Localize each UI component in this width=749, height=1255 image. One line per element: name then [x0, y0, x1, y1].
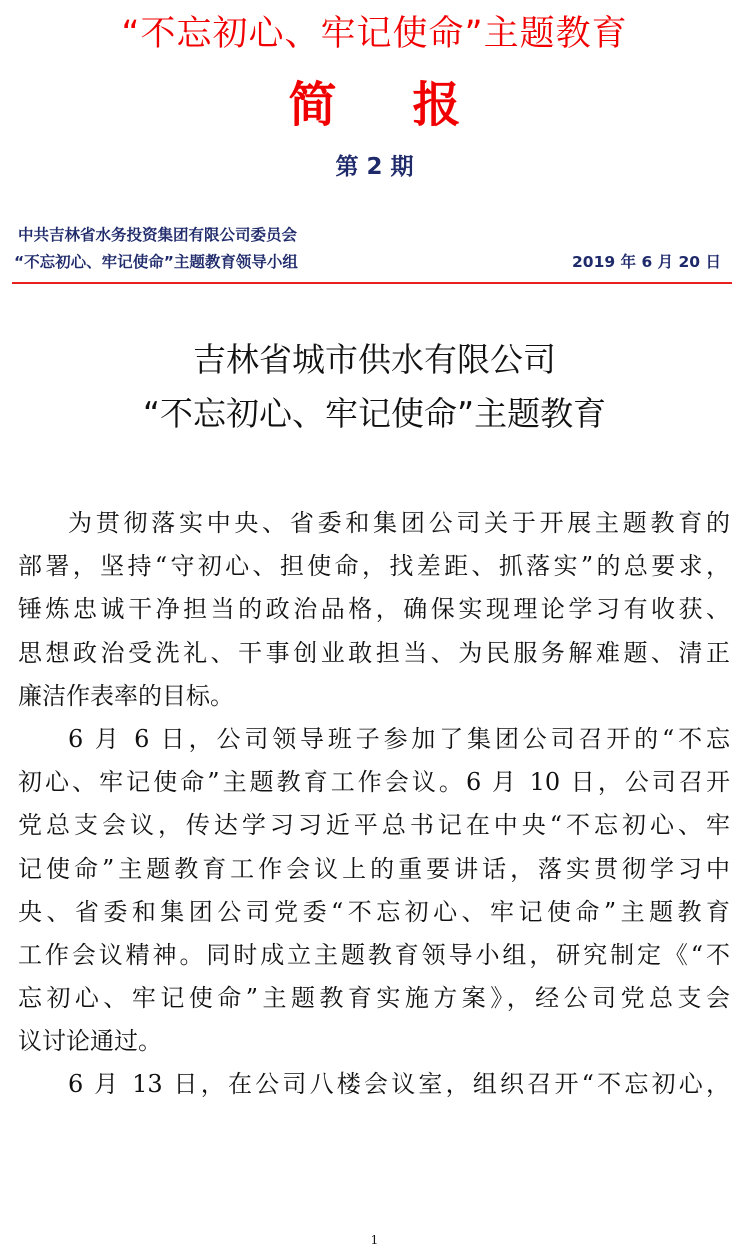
article-body — [18, 502, 730, 1107]
body-line: 党总支会议，传达学习习近平总书记在中央“不忘初心、牢 — [18, 811, 730, 840]
body-line: 议讨论通过。 — [18, 1027, 162, 1056]
body-line: 廉洁作表率的目标。 — [18, 681, 234, 710]
article-title-line-1: 吉林省城市供水有限公司 — [193, 340, 556, 379]
body-line: 忘初心、牢记使命”主题教育实施方案》，经公司党总支会 — [18, 984, 730, 1013]
body-line: 锤炼忠诚干净担当的政治品格，确保实现理论学习有收获、 — [18, 595, 730, 624]
body-line: 为贯彻落实中央、省委和集团公司关于开展主题教育的 — [68, 509, 730, 537]
body-line: 6 月 13 日，在公司八楼会议室，组织召开“不忘初心， — [68, 1070, 730, 1099]
bulletin-name — [0, 66, 749, 135]
bulletin-header-title: “不忘初心、牢记使命”主题教育 — [121, 14, 628, 54]
page-number: 1 — [370, 1233, 379, 1247]
body-line: 央、省委和集团公司党委“不忘初心、牢记使命”主题教育 — [18, 897, 730, 926]
body-line: 部署，坚持“守初心、担使命，找差距、抓落实”的总要求， — [18, 552, 730, 581]
bulletin-name-char: 报 — [412, 77, 461, 133]
bulletin-name-char: 简 — [288, 77, 337, 133]
body-line: 工作会议精神。同时成立主题教育领导小组，研究制定《“不 — [18, 940, 730, 969]
body-line: 思想政治受洗礼、干事创业敢担当、为民服务解难题、清正 — [18, 638, 730, 667]
article-title-line-2: “不忘初心、牢记使命”主题教育 — [142, 394, 607, 433]
org-line-1: 中共吉林省水务投资集团有限公司委员会 — [18, 226, 298, 244]
org-line-2: “不忘初心、牢记使命”主题教育领导小组 — [14, 253, 298, 271]
body-line: 初心、牢记使命”主题教育工作会议。6 月 10 日，公司召开 — [18, 768, 730, 797]
issue-number: 第 2 期 — [335, 154, 414, 180]
issue-date: 2019 年 6 月 20 日 — [572, 253, 721, 271]
header-divider — [12, 282, 732, 284]
body-line: 记使命”主题教育工作会议上的重要讲话，落实贯彻学习中 — [18, 854, 730, 883]
body-line: 6 月 6 日，公司领导班子参加了集团公司召开的“不忘 — [68, 724, 730, 753]
